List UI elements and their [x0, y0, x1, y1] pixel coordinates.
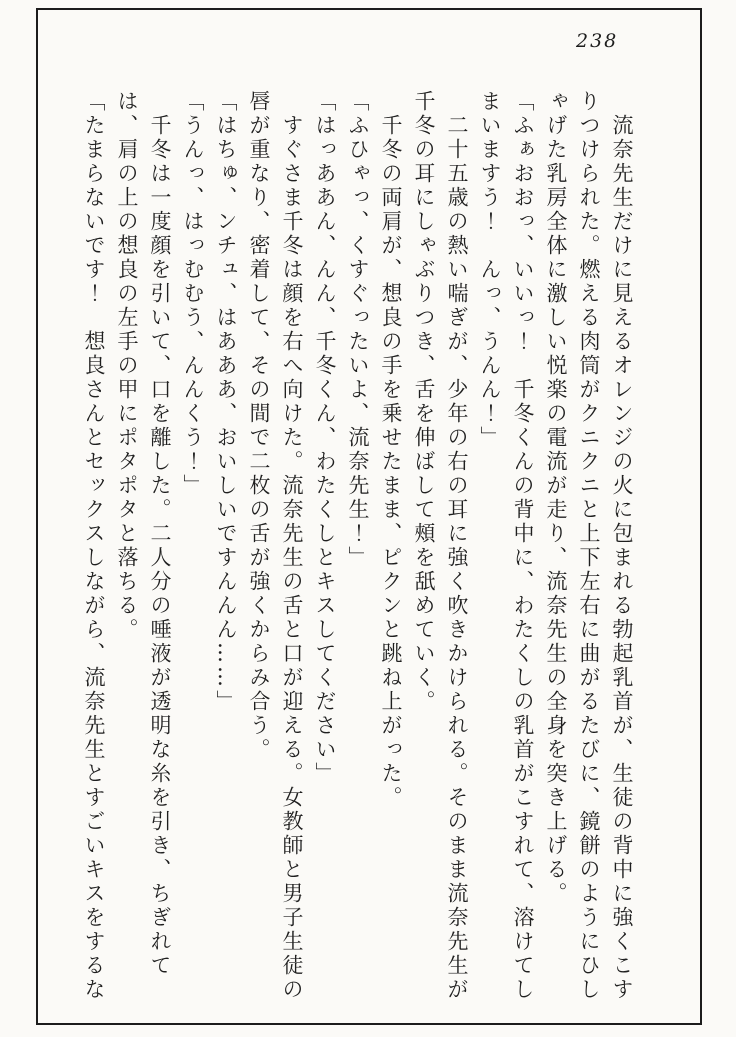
paragraph: 「はちゅ、ンチュ、はあああ、おいしいですんんん……」 — [214, 90, 238, 714]
paragraph: 千冬は一度顔を引いて、口を離した。二人分の唾液が透明な糸を引き、ちぎれては、肩の上の想良の左手の甲にポタポタと落ちる。 — [115, 90, 172, 978]
paragraph: 「ふぁおおっ、いいっ！ 千冬くんの背中に、わたくしの乳首がこすれて、溶けてしまいますう！ んっ、うんん！」 — [478, 90, 535, 1002]
page-text-block — [77, 90, 638, 1012]
paragraph: 「ふひゃっ、くすぐったいよ、流奈先生！」 — [346, 90, 370, 570]
paragraph: 「はっああん、んん、千冬くん、わたくしとキスしてください」 — [313, 90, 337, 786]
paragraph: 「たまらないです！ 想良さんとセックスしながら、流奈先生とすごいキスをするな — [82, 90, 106, 1002]
paragraph: 二十五歳の熱い喘ぎが、少年の右の耳に強く吹きかけられる。そのまま流奈先生が千冬の耳にしゃぶりつき、舌を伸ばして頰を舐めていく。 — [412, 90, 469, 1002]
paragraph: 千冬の両肩が、想良の手を乗せたまま、ピクンと跳ね上がった。 — [379, 114, 403, 810]
page-number: 238 — [576, 30, 619, 52]
paragraph: 流奈先生だけに見えるオレンジの火に包まれる勃起乳首が、生徒の背中に強くこすりつけられた。燃える肉筒がクニクニと上下左右に曲がるたびに、鏡餅のようにひしゃげた乳房全体に激しい悦楽の電流が走り、流奈先生の全身を突き上げる。 — [544, 90, 634, 1002]
paragraph: すぐさま千冬は顔を右へ向けた。流奈先生の舌と口が迎える。女教師と男子生徒の唇が重なり、密着して、その間で二枚の舌が強くからみ合う。 — [247, 90, 304, 1002]
paragraph: 「うんっ、はっむむう、んんくう！」 — [181, 90, 205, 498]
